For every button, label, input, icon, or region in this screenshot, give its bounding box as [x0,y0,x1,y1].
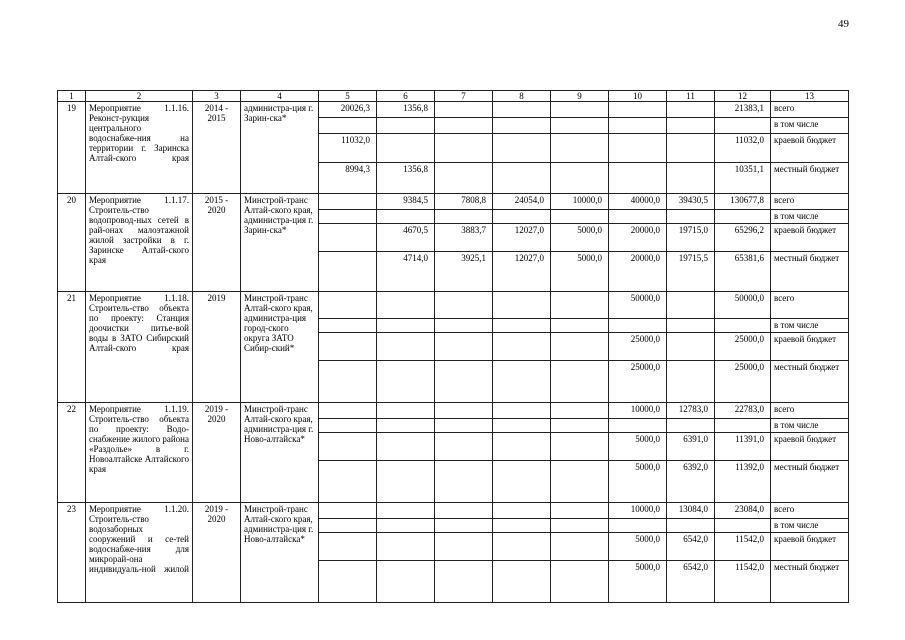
value-cell [715,118,771,134]
value-cell: 5000,0 [551,224,609,252]
value-cell [435,403,493,419]
event-description: Мероприятие 1.1.20. Строитель-ство водозаборных сооружений и се-тей водоснабже-ния для микрорай-она индивидуаль-ной жилой [86,503,193,603]
column-header: 2 [86,91,193,102]
program-table [57,90,849,603]
value-cell [609,319,667,333]
value-cell [319,210,377,224]
value-cell [715,210,771,224]
column-header: 10 [609,91,667,102]
value-cell [319,292,377,319]
value-cell [377,319,435,333]
period: 2019 [193,292,241,403]
value-cell [667,118,715,134]
value-cell: 13084,0 [667,503,715,519]
funding-source: местный бюджет [771,461,849,503]
value-cell [551,561,609,603]
value-cell: 65296,2 [715,224,771,252]
table-row [58,403,849,419]
column-header: 8 [493,91,551,102]
value-cell: 22783,0 [715,403,771,419]
period: 2015 - 2020 [193,194,241,292]
funding-source: краевой бюджет [771,433,849,461]
funding-source: местный бюджет [771,163,849,194]
value-cell [377,503,435,519]
funding-source: всего [771,194,849,210]
row-number: 20 [58,194,86,292]
value-cell: 12783,0 [667,403,715,419]
funding-source: краевой бюджет [771,134,849,163]
value-cell [377,403,435,419]
value-cell: 5000,0 [609,561,667,603]
funding-source: в том числе [771,419,849,433]
funding-source: местный бюджет [771,252,849,292]
value-cell [667,134,715,163]
value-cell [493,419,551,433]
value-cell [377,118,435,134]
value-cell [493,561,551,603]
value-cell [319,333,377,361]
value-cell [667,319,715,333]
value-cell: 11032,0 [715,134,771,163]
funding-source: краевой бюджет [771,224,849,252]
value-cell: 25000,0 [609,361,667,403]
value-cell: 12027,0 [493,252,551,292]
value-cell [493,361,551,403]
value-cell [493,519,551,533]
value-cell: 3883,7 [435,224,493,252]
funding-source: в том числе [771,519,849,533]
value-cell [493,333,551,361]
value-cell: 25000,0 [609,333,667,361]
value-cell: 19715,5 [667,252,715,292]
value-cell [377,292,435,319]
value-cell [609,519,667,533]
value-cell [715,419,771,433]
value-cell [667,333,715,361]
value-cell [319,503,377,519]
value-cell [435,561,493,603]
event-description: Мероприятие 1.1.16. Реконст-рукция центрального водоснабже-ния на территории г. Заринска Алтай-ского края [86,102,193,194]
row-number: 19 [58,102,86,194]
value-cell [609,419,667,433]
value-cell: 10351,1 [715,163,771,194]
value-cell [667,419,715,433]
value-cell [377,210,435,224]
value-cell [493,118,551,134]
header-row [58,91,849,102]
value-cell [377,533,435,561]
value-cell: 23084,0 [715,503,771,519]
value-cell: 19715,0 [667,224,715,252]
value-cell [667,102,715,118]
funding-source: местный бюджет [771,361,849,403]
value-cell: 11032,0 [319,134,377,163]
funding-source: в том числе [771,319,849,333]
value-cell [377,433,435,461]
value-cell: 6542,0 [667,533,715,561]
period: 2019 - 2020 [193,403,241,503]
value-cell [435,134,493,163]
value-cell: 12027,0 [493,224,551,252]
value-cell [319,118,377,134]
funding-source: краевой бюджет [771,333,849,361]
value-cell [319,194,377,210]
value-cell [319,403,377,419]
value-cell [435,433,493,461]
table-row [58,292,849,319]
value-cell [551,419,609,433]
value-cell [551,519,609,533]
value-cell: 50000,0 [609,292,667,319]
value-cell [435,210,493,224]
value-cell [667,163,715,194]
value-cell: 1356,8 [377,163,435,194]
value-cell [377,561,435,603]
value-cell: 11392,0 [715,461,771,503]
value-cell: 11542,0 [715,561,771,603]
value-cell [377,519,435,533]
period: 2019 - 2020 [193,503,241,603]
value-cell [551,292,609,319]
value-cell [493,503,551,519]
value-cell [493,461,551,503]
value-cell: 20000,0 [609,224,667,252]
value-cell: 25000,0 [715,361,771,403]
value-cell [609,134,667,163]
value-cell [609,210,667,224]
value-cell [551,333,609,361]
value-cell [493,210,551,224]
value-cell: 4670,5 [377,224,435,252]
value-cell [319,224,377,252]
value-cell [435,118,493,134]
value-cell [667,361,715,403]
column-header: 7 [435,91,493,102]
funding-source: краевой бюджет [771,533,849,561]
value-cell [493,533,551,561]
funding-source: всего [771,503,849,519]
value-cell [435,503,493,519]
value-cell [319,419,377,433]
value-cell [551,461,609,503]
column-header: 11 [667,91,715,102]
value-cell: 6391,0 [667,433,715,461]
value-cell [609,118,667,134]
value-cell [377,333,435,361]
row-number: 21 [58,292,86,403]
value-cell [493,102,551,118]
value-cell [435,102,493,118]
value-cell: 6392,0 [667,461,715,503]
value-cell [435,319,493,333]
value-cell [319,319,377,333]
value-cell: 40000,0 [609,194,667,210]
value-cell [551,533,609,561]
value-cell [551,433,609,461]
value-cell: 25000,0 [715,333,771,361]
value-cell [667,519,715,533]
value-cell [493,319,551,333]
value-cell [715,319,771,333]
event-description: Мероприятие 1.1.18. Строитель-ство объекта по проекту: Станция доочистки питье-вой воды в ЗАТО Сибирский Алтай-ского края [86,292,193,403]
value-cell [493,292,551,319]
column-header: 3 [193,91,241,102]
funding-source: в том числе [771,118,849,134]
funding-source: в том числе [771,210,849,224]
value-cell: 5000,0 [551,252,609,292]
funding-source: всего [771,292,849,319]
executor: Минстрой-транс Алтай-ского края, администра-ция город-ского округа ЗАТО Сибир-ский* [241,292,319,403]
value-cell [551,319,609,333]
value-cell [551,503,609,519]
value-cell: 8994,3 [319,163,377,194]
value-cell [319,561,377,603]
row-number: 22 [58,403,86,503]
funding-source: всего [771,102,849,118]
value-cell: 65381,6 [715,252,771,292]
column-header: 6 [377,91,435,102]
value-cell: 10000,0 [609,503,667,519]
value-cell [551,134,609,163]
value-cell [377,419,435,433]
executor: администра-ция г. Зарин-ска* [241,102,319,194]
value-cell: 1356,8 [377,102,435,118]
value-cell: 130677,8 [715,194,771,210]
value-cell [667,292,715,319]
value-cell [319,519,377,533]
value-cell [435,533,493,561]
value-cell [609,102,667,118]
column-header: 1 [58,91,86,102]
value-cell [551,102,609,118]
event-description: Мероприятие 1.1.17. Строитель-ство водопровод-ных сетей в рай-онах малоэтажной жилой застройки в г. Заринске Алтай-ского края [86,194,193,292]
value-cell [435,419,493,433]
value-cell [551,163,609,194]
value-cell: 20026,3 [319,102,377,118]
value-cell [551,118,609,134]
value-cell: 39430,5 [667,194,715,210]
value-cell [493,134,551,163]
value-cell [715,519,771,533]
value-cell [377,461,435,503]
column-header: 12 [715,91,771,102]
value-cell: 5000,0 [609,433,667,461]
row-number: 23 [58,503,86,603]
value-cell [435,361,493,403]
value-cell [435,461,493,503]
value-cell [493,163,551,194]
table-row [58,503,849,519]
value-cell [377,134,435,163]
value-cell: 6542,0 [667,561,715,603]
value-cell [319,252,377,292]
value-cell [319,461,377,503]
table-row [58,194,849,210]
value-cell [435,519,493,533]
value-cell: 3925,1 [435,252,493,292]
value-cell: 20000,0 [609,252,667,292]
page-number: 49 [838,18,849,30]
value-cell [319,361,377,403]
value-cell [435,163,493,194]
table-row [58,102,849,118]
value-cell [551,210,609,224]
value-cell [435,333,493,361]
value-cell: 24054,0 [493,194,551,210]
value-cell [667,210,715,224]
executor: Минстрой-транс Алтай-ского края, администра-ция г. Ново-алтайска* [241,403,319,503]
value-cell [319,533,377,561]
value-cell [377,361,435,403]
value-cell: 4714,0 [377,252,435,292]
column-header: 4 [241,91,319,102]
value-cell: 7808,8 [435,194,493,210]
value-cell: 5000,0 [609,461,667,503]
value-cell [493,403,551,419]
value-cell: 10000,0 [551,194,609,210]
value-cell: 11542,0 [715,533,771,561]
period: 2014 - 2015 [193,102,241,194]
value-cell [609,163,667,194]
value-cell: 50000,0 [715,292,771,319]
column-header: 13 [771,91,849,102]
value-cell: 5000,0 [609,533,667,561]
value-cell: 11391,0 [715,433,771,461]
value-cell [435,292,493,319]
value-cell [551,403,609,419]
value-cell [493,433,551,461]
value-cell: 9384,5 [377,194,435,210]
funding-source: местный бюджет [771,561,849,603]
value-cell: 21383,1 [715,102,771,118]
funding-source: всего [771,403,849,419]
event-description: Мероприятие 1.1.19. Строитель-ство объекта по проекту: Водо-снабжение жилого района «Раздолье» в г. Новоалтайске Алтайского края [86,403,193,503]
column-header: 9 [551,91,609,102]
executor: Минстрой-транс Алтай-ского края, администра-ция г. Зарин-ска* [241,194,319,292]
executor: Минстрой-транс Алтай-ского края, администра-ция г. Ново-алтайска* [241,503,319,603]
value-cell [551,361,609,403]
column-header: 5 [319,91,377,102]
value-cell [319,433,377,461]
value-cell: 10000,0 [609,403,667,419]
